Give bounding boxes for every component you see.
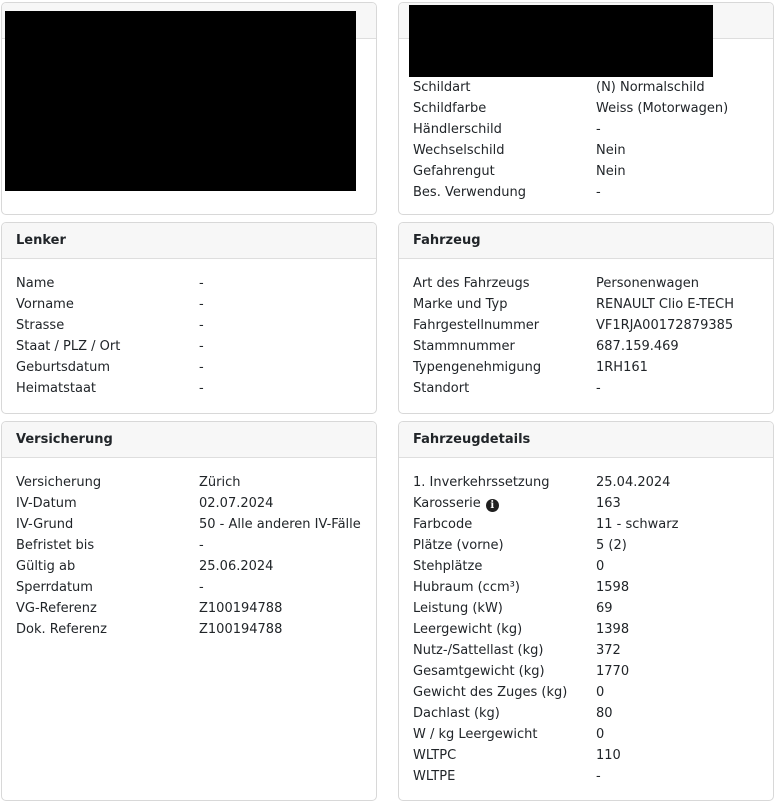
row-label: Leergewicht (kg)	[413, 622, 523, 637]
row-label: Standort	[413, 381, 470, 396]
row-label: WLTPC	[413, 748, 457, 763]
plate-row-gefahrengut	[413, 161, 759, 182]
details-row-leistung	[413, 598, 759, 619]
row-value: VF1RJA00172879385	[596, 318, 734, 333]
row-label: Geburtsdatum	[16, 360, 110, 375]
versicherung-row-sperrdatum	[16, 577, 362, 598]
details-row-dachlast	[413, 703, 759, 724]
row-value: -	[596, 769, 601, 784]
row-value: 687.159.469	[596, 339, 679, 354]
row-label: Schildart	[413, 80, 471, 95]
versicherung-card-title: Versicherung	[2, 422, 376, 458]
details-row-inverkehrssetzung	[413, 472, 759, 493]
row-value: Z100194788	[199, 622, 283, 637]
versicherung-card	[1, 421, 377, 801]
lenker-card-title: Lenker	[2, 223, 376, 259]
row-value: -	[199, 381, 204, 396]
fahrzeug-row-stammnummer	[413, 336, 759, 357]
row-value: Z100194788	[199, 601, 283, 616]
row-value: 02.07.2024	[199, 496, 274, 511]
row-label: Dachlast (kg)	[413, 706, 500, 721]
fahrzeug-row-typengenehmigung	[413, 357, 759, 378]
details-row-gesamtgewicht	[413, 661, 759, 682]
row-value: -	[199, 276, 204, 291]
row-value: -	[596, 381, 601, 396]
versicherung-row-dok-referenz	[16, 619, 362, 640]
redacted-plate	[409, 5, 713, 77]
row-value: 110	[596, 748, 621, 763]
fahrzeug-row-fahrgestellnummer	[413, 315, 759, 336]
row-value: RENAULT Clio E-TECH	[596, 297, 735, 312]
plate-row-schildart	[413, 77, 759, 98]
row-label: Stehplätze	[413, 559, 483, 574]
plate-row-schildfarbe	[413, 98, 759, 119]
fahrzeug-card-title: Fahrzeug	[399, 223, 773, 259]
row-value: 1RH161	[596, 360, 648, 375]
details-row-karosserie	[413, 493, 759, 514]
versicherung-row-vg-referenz	[16, 598, 362, 619]
plate-row-haendlerschild	[413, 119, 759, 140]
row-value: -	[199, 318, 204, 333]
details-row-stehplaetze	[413, 556, 759, 577]
row-label: 1. Inverkehrssetzung	[413, 475, 550, 490]
row-value: 1598	[596, 580, 630, 595]
row-label: Marke und Typ	[413, 297, 508, 312]
row-label: Leistung (kW)	[413, 601, 503, 616]
row-label: Bes. Verwendung	[413, 185, 527, 200]
lenker-row-vorname	[16, 294, 362, 315]
fahrzeug-row-standort	[413, 378, 759, 399]
details-row-leergewicht	[413, 619, 759, 640]
plate-row-bes-verwendung	[413, 182, 759, 203]
row-label: Staat / PLZ / Ort	[16, 339, 121, 354]
row-label: Gewicht des Zuges (kg)	[413, 685, 568, 700]
row-label: Typengenehmigung	[413, 360, 542, 375]
lenker-row-strasse	[16, 315, 362, 336]
row-label: WLTPE	[413, 769, 456, 784]
row-value: 69	[596, 601, 613, 616]
versicherung-row-iv-grund	[16, 514, 362, 535]
row-label: VG-Referenz	[16, 601, 97, 616]
row-value: 0	[596, 559, 605, 574]
fahrzeugdetails-card	[398, 421, 774, 801]
versicherung-row-befristet-bis	[16, 535, 362, 556]
row-label-with-icon	[413, 493, 596, 514]
fahrzeug-row-marke-typ	[413, 294, 759, 315]
row-value: Zürich	[199, 475, 241, 490]
row-label: IV-Datum	[16, 496, 77, 511]
lenker-row-name	[16, 273, 362, 294]
row-label: Sperrdatum	[16, 580, 93, 595]
row-value: 1398	[596, 622, 630, 637]
fahrzeugdetails-card-title: Fahrzeugdetails	[399, 422, 773, 458]
row-label: Wechselschild	[413, 143, 505, 158]
row-value: -	[199, 360, 204, 375]
row-label: Farbcode	[413, 517, 473, 532]
details-row-gewicht-zuges	[413, 682, 759, 703]
versicherung-row-iv-datum	[16, 493, 362, 514]
row-label: Strasse	[16, 318, 65, 333]
row-value: 372	[596, 643, 621, 658]
row-label: Gesamtgewicht (kg)	[413, 664, 545, 679]
row-label: IV-Grund	[16, 517, 74, 532]
row-label: Hubraum (ccm³)	[413, 580, 520, 595]
row-value: Nein	[596, 164, 626, 179]
row-value: 80	[596, 706, 613, 721]
row-label: W / kg Leergewicht	[413, 727, 538, 742]
row-label: Plätze (vorne)	[413, 538, 504, 553]
row-value: -	[596, 185, 601, 200]
row-value: -	[596, 122, 601, 137]
row-value: Personenwagen	[596, 276, 700, 291]
lenker-row-heimatstaat	[16, 378, 362, 399]
row-value: 1770	[596, 664, 630, 679]
details-row-farbcode	[413, 514, 759, 535]
row-label: Befristet bis	[16, 538, 95, 553]
redacted-image	[5, 11, 356, 191]
row-value: Weiss (Motorwagen)	[596, 101, 729, 116]
row-label: Name	[16, 276, 55, 291]
row-label: Fahrgestellnummer	[413, 318, 540, 333]
versicherung-row-gueltig-ab	[16, 556, 362, 577]
lenker-card	[1, 222, 377, 414]
details-row-nutzlast	[413, 640, 759, 661]
row-label: Heimatstaat	[16, 381, 97, 396]
row-value: -	[199, 538, 204, 553]
row-label: Karosserie	[413, 496, 481, 511]
row-value: 25.06.2024	[199, 559, 274, 574]
row-value: 25.04.2024	[596, 475, 671, 490]
row-value: 0	[596, 685, 605, 700]
details-row-wltpc	[413, 745, 759, 766]
row-value: Nein	[596, 143, 626, 158]
row-label: Versicherung	[16, 475, 102, 490]
row-label: Art des Fahrzeugs	[413, 276, 530, 291]
row-label: Nutz-/Sattellast (kg)	[413, 643, 544, 658]
row-value: 50 - Alle anderen IV-Fälle	[199, 517, 361, 532]
details-row-wltpe	[413, 766, 759, 787]
plate-row-wechselschild	[413, 140, 759, 161]
row-label: Dok. Referenz	[16, 622, 107, 637]
row-label: Schildfarbe	[413, 101, 487, 116]
row-label: Händlerschild	[413, 122, 502, 137]
row-value: 0	[596, 727, 605, 742]
row-value: (N) Normalschild	[596, 80, 705, 95]
details-row-hubraum	[413, 577, 759, 598]
row-label: Vorname	[16, 297, 74, 312]
row-label: Gültig ab	[16, 559, 76, 574]
row-value: -	[199, 339, 204, 354]
fahrzeug-card	[398, 222, 774, 414]
row-value: 163	[596, 496, 621, 511]
details-row-plaetze	[413, 535, 759, 556]
row-value: -	[199, 297, 204, 312]
details-row-w-kg	[413, 724, 759, 745]
lenker-row-staat-plz-ort	[16, 336, 362, 357]
row-value: 11 - schwarz	[596, 517, 679, 532]
row-value: 5 (2)	[596, 538, 627, 553]
versicherung-row-versicherung	[16, 472, 362, 493]
lenker-row-geburtsdatum	[16, 357, 362, 378]
fahrzeug-row-art	[413, 273, 759, 294]
row-label: Stammnummer	[413, 339, 515, 354]
row-value: -	[199, 580, 204, 595]
row-label: Gefahrengut	[413, 164, 495, 179]
info-icon[interactable]: i	[486, 499, 499, 512]
